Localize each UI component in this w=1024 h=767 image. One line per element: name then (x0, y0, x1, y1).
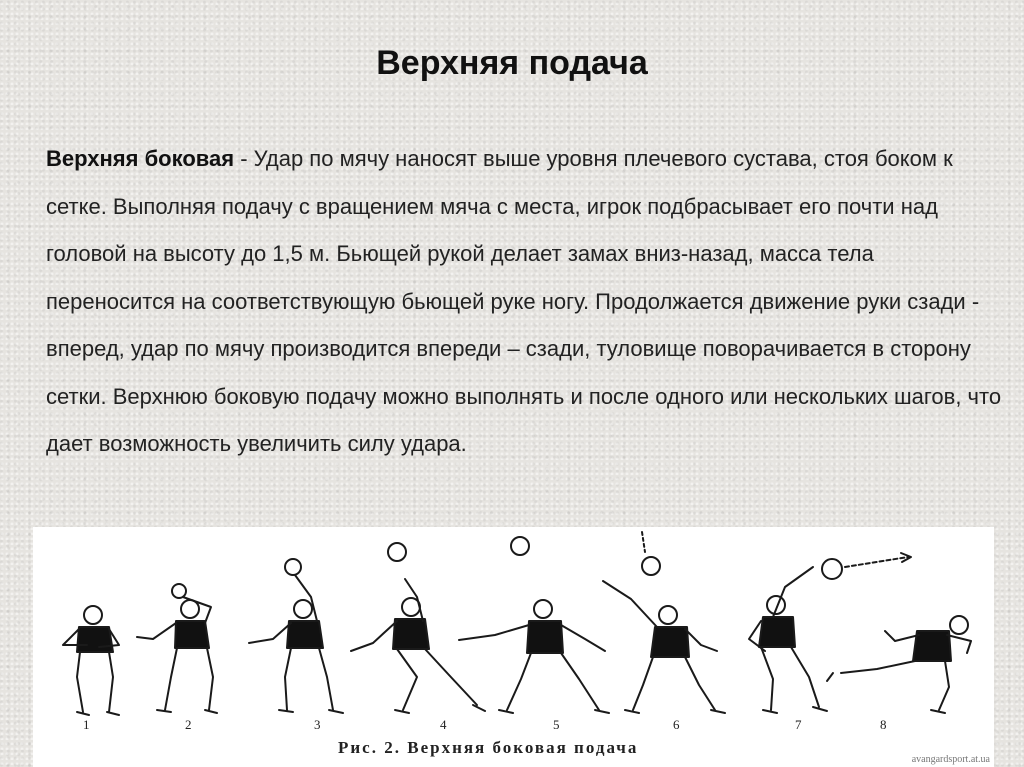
frame-number: 3 (314, 717, 321, 732)
player-figure-5 (459, 600, 609, 713)
frame-number: 7 (795, 717, 802, 732)
source-watermark: avangardsport.at.ua (911, 754, 990, 765)
ball-icon (285, 559, 301, 575)
player-figure-4 (351, 579, 485, 713)
player-figure-2 (137, 597, 217, 713)
paragraph-lead: Верхняя боковая (46, 146, 235, 171)
paragraph-text: - Удар по мячу наносят выше уровня плечевого сустава, стоя боком к сетке. Выполняя подачу с вращением мяча с места, игрок подбрасывает его почти над головой на высоту до 1,5 м. Бьющей рукой делает замах вниз-назад, масса тела переносится на соответствующую бьющей руке ногу. Продолжается движение руки сзади - вперед, удар по мячу производится впереди – сзади, туловище поворачивается в сторону сетки. Верхнюю боковую подачу можно выполнять и после одного или нескольких шагов, что дает возможность увеличить силу удара. (46, 146, 1002, 456)
ball-icon (388, 543, 406, 561)
frame-number: 4 (440, 717, 447, 732)
ball-icon (642, 557, 660, 575)
player-figure-3 (249, 575, 343, 713)
ball-trajectory-arrow (845, 557, 908, 567)
player-figure-7 (749, 567, 827, 713)
player-figure-8 (827, 616, 971, 713)
frame-number: 2 (185, 717, 192, 732)
player-figure-1 (63, 606, 119, 715)
player-sequence-drawing (33, 527, 994, 727)
ball-icon (511, 537, 529, 555)
slide-title: Верхняя подача (376, 44, 648, 82)
ball-trajectory-arrow (642, 532, 645, 552)
ball-icon (172, 584, 186, 598)
player-figure-6 (603, 581, 725, 713)
ball-icon (822, 559, 842, 579)
frame-number: 8 (880, 717, 887, 732)
frame-number: 1 (83, 717, 90, 732)
serve-illustration (33, 527, 994, 767)
frame-number: 5 (553, 717, 560, 732)
frame-number: 6 (673, 717, 680, 732)
figure-caption: Рис. 2. Верхняя боковая подача (338, 738, 639, 757)
body-paragraph (46, 135, 1006, 468)
